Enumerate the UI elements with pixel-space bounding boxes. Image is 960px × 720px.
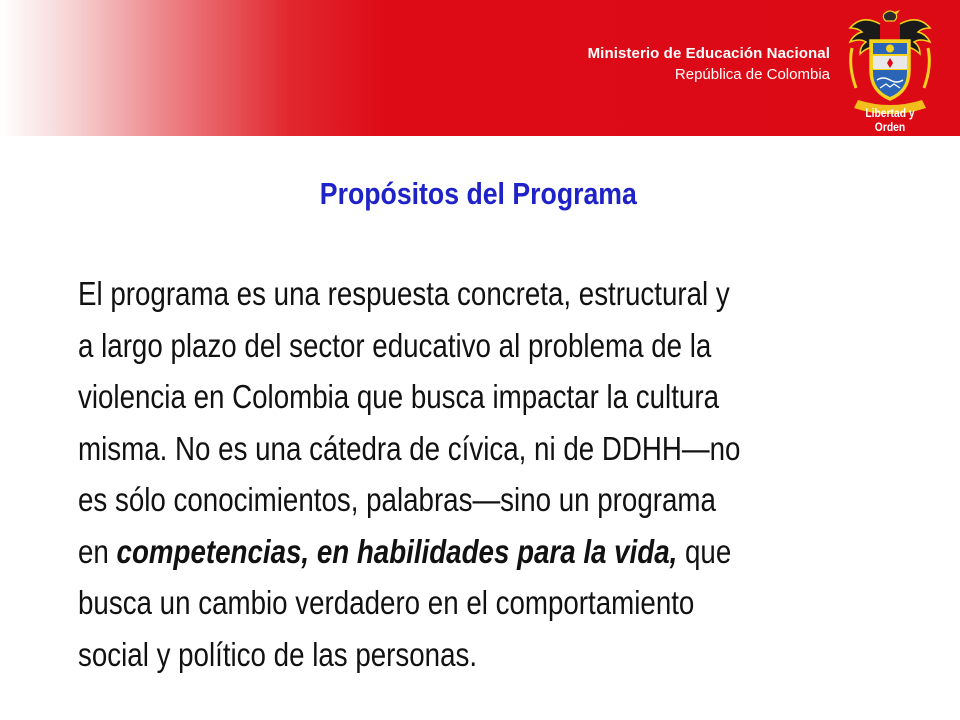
motto: Libertad y Orden: [865, 106, 915, 134]
body-paragraph: [78, 268, 918, 680]
body-line: El programa es una respuesta concreta, estructural y: [78, 275, 730, 312]
body-line: es sólo conocimientos, palabras—sino un programa: [78, 481, 716, 518]
ministry-block: [588, 44, 830, 86]
body-line: social y político de las personas.: [78, 635, 478, 673]
body-line: [78, 526, 918, 578]
body-line: misma. No es una cátedra de cívica, ni de DDHH—no: [78, 429, 741, 467]
slide-title-text: Propósitos del Programa: [319, 176, 637, 211]
body-line-suffix: que: [677, 532, 732, 570]
country-name: República de Colombia: [674, 66, 830, 83]
body-line: busca un cambio verdadero en el comportamiento: [78, 584, 695, 621]
body-line-prefix: en: [78, 532, 117, 570]
body-line: a largo plazo del sector educativo al problema de la: [78, 326, 712, 364]
slide-title: [0, 172, 960, 216]
ministry-name: Ministerio de Educación Nacional: [587, 45, 830, 62]
emphasized-phrase: competencias, en habilidades para la vida,: [116, 532, 678, 570]
body-line: violencia en Colombia que busca impactar la cultura: [78, 378, 719, 415]
